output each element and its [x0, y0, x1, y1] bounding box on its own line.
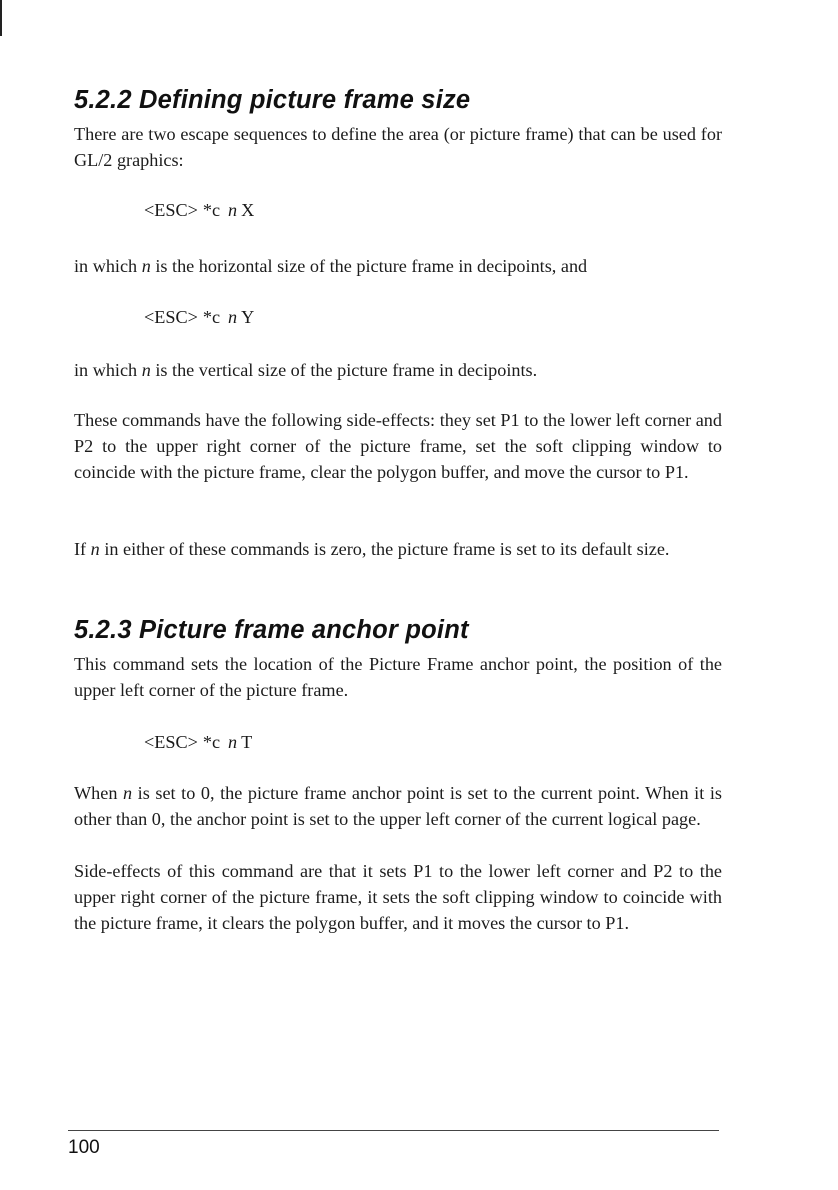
- section-1-side-effects: These commands have the following side-effects: they set P1 to the lower left corner and P2 to the upper right corner of the picture frame, set the soft clipping window to coincide with the picture frame, clear the polygon buffer, and move the cursor to P1.: [74, 410, 722, 482]
- anchor-behaviour: When n is set to 0, the picture frame anchor point is set to the current point. When it is other than 0, the anchor point is set to the upper left corner of the current logical page.: [74, 783, 722, 829]
- suffix-token: X: [241, 200, 255, 220]
- description-x: in which n is the horizontal size of the picture frame in decipoints, and: [74, 256, 588, 276]
- escape-sequence-y: [144, 304, 254, 330]
- page-edge-mark: [0, 0, 2, 36]
- section-heading-picture-frame-anchor-point: 5.2.3 Picture frame anchor point: [74, 616, 469, 644]
- suffix-token: Y: [241, 307, 255, 327]
- section-heading-defining-picture-frame-size: 5.2.2 Defining picture frame size: [74, 86, 471, 114]
- parameter-token: n: [228, 200, 238, 220]
- parameter-token: n: [228, 307, 238, 327]
- command-token: *c: [202, 307, 221, 327]
- command-token: *c: [202, 200, 221, 220]
- zero-value-note: If n in either of these commands is zero, the picture frame is set to its default size.: [74, 539, 670, 559]
- escape-token: <ESC>: [144, 732, 198, 752]
- footer-rule: [68, 1130, 719, 1131]
- suffix-token: T: [241, 732, 253, 752]
- section-2-side-effects: Side-effects of this command are that it sets P1 to the lower left corner and P2 to the upper right corner of the picture frame, it sets the soft clipping window to coincide with the picture frame, it clears the polygon buffer, and it moves the cursor to P1.: [74, 861, 722, 933]
- command-token: *c: [202, 732, 221, 752]
- parameter-token: n: [228, 732, 238, 752]
- escape-sequence-x: [144, 197, 254, 223]
- section-1-intro: There are two escape sequences to define the area (or picture frame) that can be used for GL/2 graphics:: [74, 124, 722, 170]
- escape-token: <ESC>: [144, 307, 198, 327]
- section-2-intro: This command sets the location of the Picture Frame anchor point, the position of the upper left corner of the picture frame.: [74, 654, 722, 700]
- page-number: 100: [68, 1137, 100, 1158]
- description-y: in which n is the vertical size of the picture frame in decipoints.: [74, 360, 538, 380]
- escape-sequence-t: [144, 729, 252, 755]
- escape-token: <ESC>: [144, 200, 198, 220]
